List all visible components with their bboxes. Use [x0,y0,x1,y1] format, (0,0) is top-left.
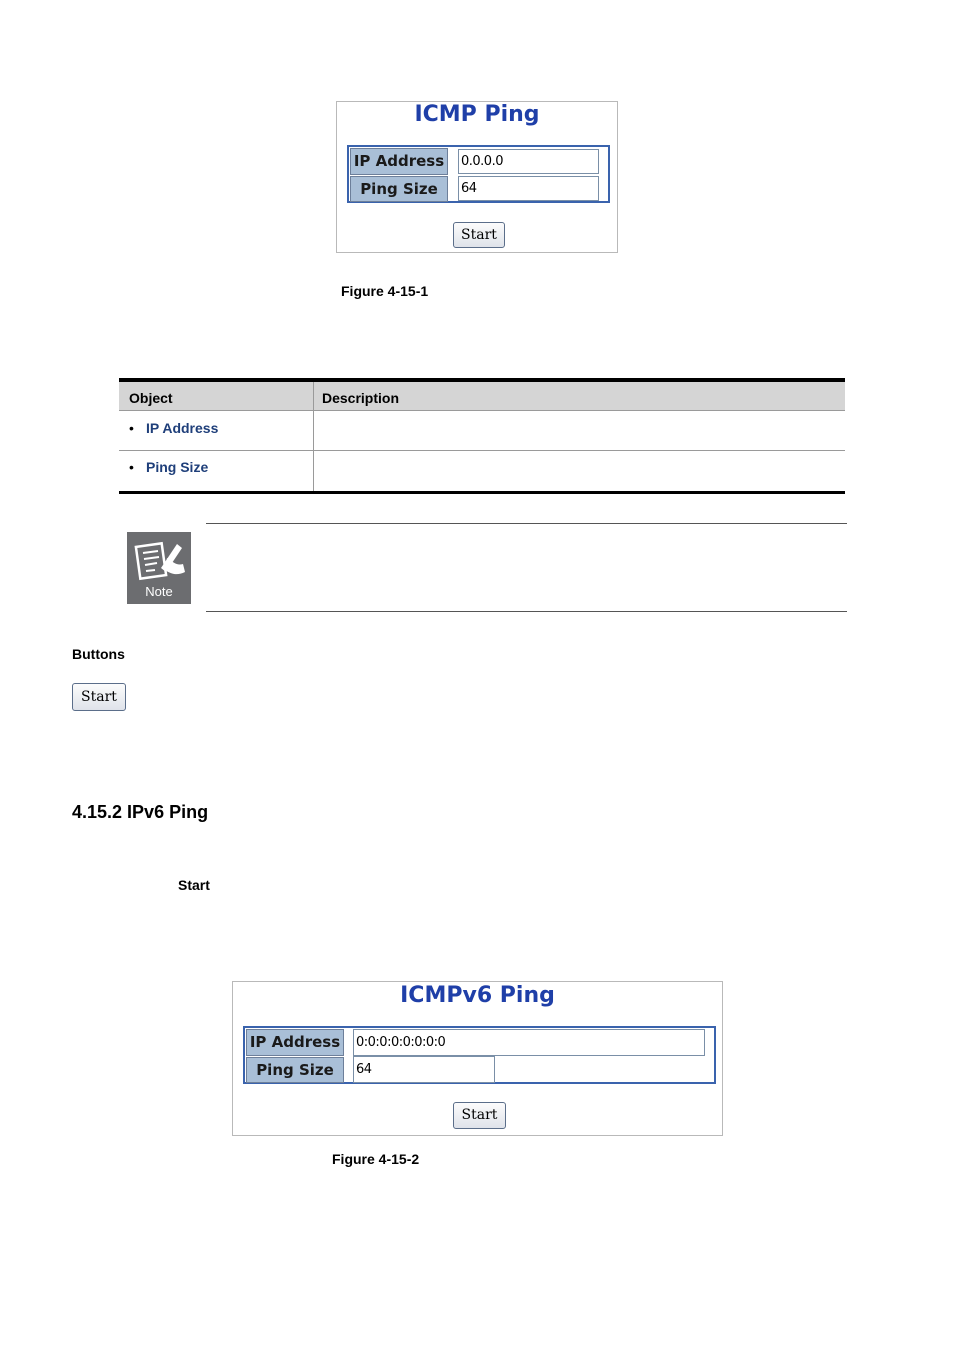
ip-address-label: IP Address [350,148,448,175]
start-button[interactable]: Start [453,222,505,248]
table-row [119,451,845,490]
object-ip-address: IP Address [146,420,219,436]
panel-title: ICMP Ping [414,102,540,127]
column-header-description: Description [322,390,400,406]
panel-title: ICMPv6 Ping [400,983,555,1008]
table-bottom-rule [119,491,845,494]
ping-form [243,1026,716,1084]
icmp-ping-panel [336,101,618,253]
column-header-object: Object [129,390,173,406]
ping-form [347,145,610,203]
icmpv6-ping-panel [232,981,723,1136]
note-bottom-rule [206,611,847,612]
bullet-icon: • [129,420,134,436]
ping-size-label: Ping Size [350,176,448,202]
object-ping-size: Ping Size [146,459,209,475]
table-header-row [119,382,845,411]
column-divider [313,382,314,491]
ping-size-label: Ping Size [246,1057,344,1083]
figure-caption: Figure 4-15-2 [332,1151,420,1167]
ip-address-input[interactable] [458,149,599,174]
start-button[interactable]: Start [72,683,126,711]
ping-size-input[interactable] [458,176,599,201]
buttons-heading: Buttons [72,646,125,662]
note-top-rule [206,523,847,524]
table-row [119,412,845,451]
ping-size-input[interactable] [353,1056,495,1083]
note-label: Note [145,584,173,599]
ip-address-input[interactable] [353,1029,705,1056]
figure-caption: Figure 4-15-1 [341,283,429,299]
section-heading: 4.15.2 IPv6 Ping [72,802,209,822]
start-inline-text: Start [178,877,210,893]
ip-address-label: IP Address [246,1029,344,1056]
bullet-icon: • [129,459,134,475]
note-icon [127,532,191,604]
start-button[interactable]: Start [453,1102,506,1129]
